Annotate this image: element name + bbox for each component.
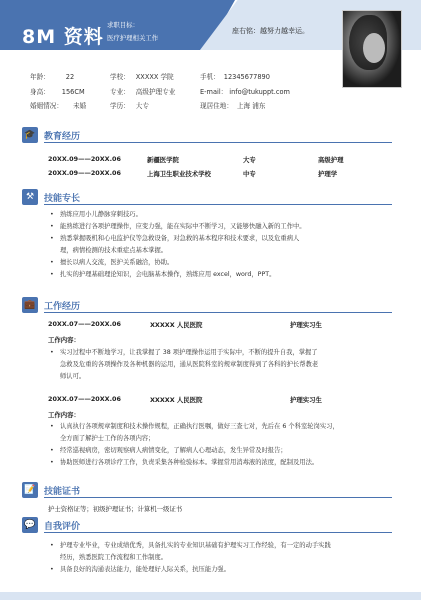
- resume-title: 8M 资料: [22, 26, 104, 48]
- list-item: • 认真执行各项规章制度和技术操作规程，正确执行医嘱，做好三查七对，先后在 6 个科室轮岗实习，: [48, 421, 393, 433]
- section-divider: [44, 497, 392, 498]
- section-certs: [22, 482, 392, 498]
- list-item: • 扎实的护理基础理论知识，会电脑基本操作，熟练应用 excel，word，PPT。: [48, 269, 393, 281]
- section-divider: [44, 142, 392, 143]
- job-2-duties: [48, 421, 393, 469]
- info-school: 学校： XXXXX 学院: [110, 73, 174, 81]
- edu-row-2-period: 20XX.09——20XX.06: [48, 169, 121, 177]
- job-2-content-label: 工作内容：: [48, 411, 80, 419]
- section-divider: [44, 312, 392, 313]
- list-item: • 擅长以病人交流，医护关系融洽，协助。: [48, 257, 393, 269]
- edu-row-1-school: 新疆医学院: [147, 156, 179, 164]
- list-item: • 能熟练进行各项护理操作，应变力强，能在实际中不断学习，又能够快融入新的工作中。: [48, 221, 393, 233]
- section-title-education: 教育经历: [44, 132, 81, 142]
- certificate-icon: 📝: [22, 482, 38, 498]
- motto: [232, 26, 309, 36]
- section-self-eval: [22, 517, 392, 533]
- info-age: 年龄： 22: [30, 73, 75, 81]
- info-marital: 婚姻情况： 未婚: [30, 102, 87, 110]
- edu-row-1-degree: 大专: [243, 156, 256, 164]
- list-item: • 经常巡视病房，密切观察病人病情变化，了解病人心理动态，发生异常及时报告；: [48, 445, 393, 457]
- list-item: 急救及危重的各项操作及各种机器的运用，通从医院科室的规章制度得到了各科的护长帮教老: [60, 361, 319, 368]
- list-item: • 具备良好的沟通表达能力，能处理好人际关系，抗压能力强。: [48, 564, 393, 576]
- info-height: 身高： 156CM: [30, 88, 85, 96]
- job-1-period: 20XX.07——20XX.06: [48, 320, 121, 328]
- section-title-certs: 技能证书: [44, 487, 81, 497]
- certs-text: 护士资格证等；初级护理证书；计算机一级证书: [48, 505, 183, 513]
- section-divider: [44, 532, 392, 533]
- section-title-self-eval: 自我评价: [44, 522, 81, 532]
- list-item: 全方面了解护士工作的各项内容；: [60, 435, 155, 442]
- job-objective-label: 求职目标：: [107, 21, 139, 29]
- list-item: 理，病情检测的技术重症点基本掌握。: [60, 247, 168, 254]
- info-email: E-mail： info@tukuppt.com: [200, 88, 290, 96]
- info-major: 专业： 高级护理专业: [110, 88, 176, 96]
- list-item: • 实习过程中不断地学习，让我掌握了 38 项护理操作运用于实际中，不断的提升自我，掌握了: [48, 347, 393, 359]
- info-degree: 学历： 大专: [110, 102, 149, 110]
- motto-label: 座右铭：: [232, 27, 260, 35]
- graduation-cap-icon: 🎓: [22, 127, 38, 143]
- job-2-period: 20XX.07——20XX.06: [48, 395, 121, 403]
- tools-icon: ⚒: [22, 189, 38, 205]
- edu-row-1-period: 20XX.09——20XX.06: [48, 155, 121, 163]
- job-2-role: 护理实习生: [290, 396, 322, 404]
- list-item: 师认可。: [60, 373, 86, 380]
- list-item: • 护理专业毕业，专业成绩优秀，具备扎实的专业知识基础有护理实习工作经验，有一定的动手实践: [48, 540, 393, 552]
- self-eval-list: [48, 540, 393, 576]
- section-title-work: 工作经历: [44, 302, 81, 312]
- job-1-role: 护理实习生: [290, 321, 322, 329]
- job-1-content-label: 工作内容：: [48, 336, 80, 344]
- skills-list: [48, 209, 393, 281]
- edu-row-2-major: 护理学: [318, 170, 338, 178]
- list-item: • 熟悉掌握吸机和心电监护仪等急救设备，对急救的基本程序和技术要求，以及危重病人: [48, 233, 393, 245]
- job-2-company: XXXXX 人民医院: [150, 396, 203, 404]
- info-phone: 手机： 12345677890: [200, 73, 270, 81]
- list-item: • 熟练应用小儿静脉穿刺技巧。: [48, 209, 393, 221]
- chat-icon: 💬: [22, 517, 38, 533]
- list-item: 经历，熟悉医院工作流程和工作制度。: [60, 554, 168, 561]
- section-title-skills: 技能专长: [44, 194, 81, 204]
- edu-row-2-school: 上海卫生职业技术学校: [147, 170, 211, 178]
- footer-band: [0, 592, 421, 600]
- section-education: [22, 127, 392, 143]
- edu-row-2-degree: 中专: [243, 170, 256, 178]
- list-item: • 协助医师进行各项诊疗工作，负责采集各种检验标本。掌握常用消毒液的浓度，配制及用法。: [48, 457, 393, 469]
- job-objective-value: 医疗护理相关工作: [107, 34, 159, 42]
- section-work: [22, 297, 392, 313]
- info-residence: 现居住地： 上海 浦东: [200, 102, 266, 110]
- motto-value: 越努力越幸运。: [260, 27, 309, 35]
- profile-photo: [342, 10, 402, 88]
- section-skills: [22, 189, 392, 205]
- edu-row-1-major: 高级护理: [318, 156, 344, 164]
- section-divider: [44, 204, 392, 205]
- job-1-company: XXXXX 人民医院: [150, 321, 203, 329]
- job-1-duties: [48, 347, 393, 383]
- briefcase-icon: 💼: [22, 297, 38, 313]
- photo-face-shape: [363, 33, 385, 63]
